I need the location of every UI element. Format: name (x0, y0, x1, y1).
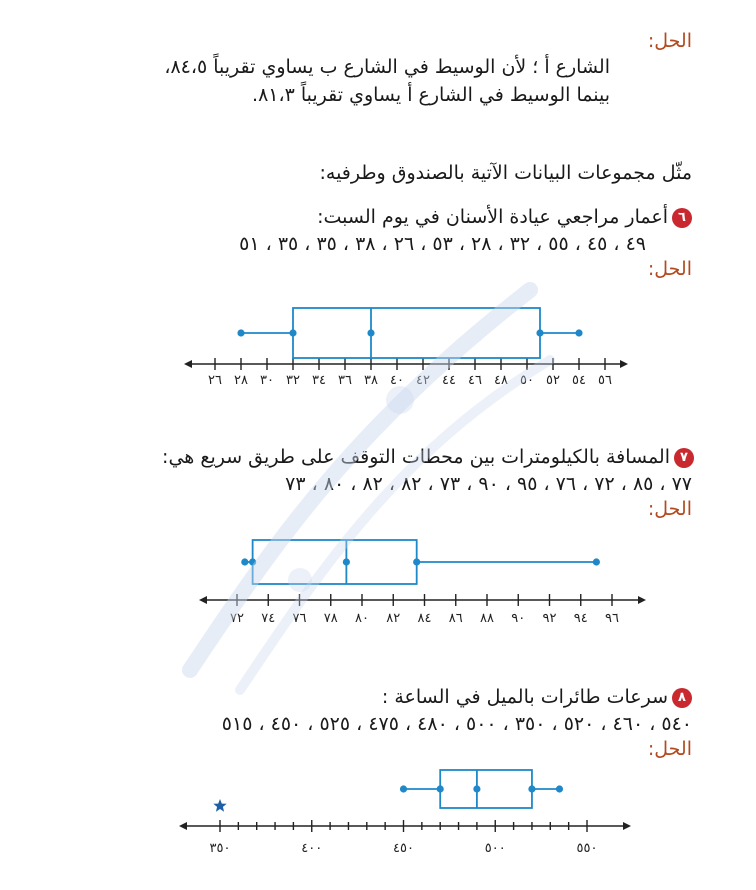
problem-7-data: ٧٧ ، ٨٥ ، ٧٢ ، ٧٦ ، ٩٥ ، ٩٠ ، ٧٣ ، ٨٢ ، ٨٢ ، ٨٠ ، ٧٣ (285, 473, 692, 495)
point-min (241, 558, 248, 565)
point-max (575, 329, 582, 336)
tick-label: ٧٤ (261, 611, 276, 626)
problem-number-badge: ٨ (672, 688, 692, 708)
point-median (367, 329, 374, 336)
tick-label: ٤٤ (442, 373, 456, 388)
point-q1 (249, 558, 256, 565)
tick-label: ٩٦ (605, 611, 619, 626)
top-solution-line-2: بينما الوسيط في الشارع أ يساوي تقريباً ٨١،٣. (252, 84, 610, 106)
problem-6-title-text: أعمار مراجعي عيادة الأسنان في يوم السبت: (317, 206, 668, 228)
problem-8-data: ٥٤٠ ، ٤٦٠ ، ٥٢٠ ، ٣٥٠ ، ٥٠٠ ، ٤٨٠ ، ٤٧٥ ، ٥٢٥ ، ٤٥٠ ، ٥١٥ (221, 713, 692, 735)
point-q3 (536, 329, 543, 336)
tick-label: ٣٢ (286, 373, 300, 388)
problem-7-solution-label: الحل: (647, 498, 692, 520)
box-iqr (440, 770, 532, 808)
problem-8-solution-label: الحل: (647, 738, 692, 760)
tick-label: ٢٨ (234, 373, 248, 388)
axis-arrow-left (199, 596, 207, 604)
problem-8-title-text: سرعات طائرات بالميل في الساعة : (381, 686, 668, 708)
point-q1 (289, 329, 296, 336)
boxplot-7 (0, 530, 756, 640)
axis-arrow-right (623, 822, 631, 830)
axis-arrow-right (638, 596, 646, 604)
boxplot-8 (0, 760, 756, 870)
tick-label: ٢٦ (208, 373, 222, 388)
tick-label: ٣٠ (260, 373, 274, 388)
point-min (400, 785, 407, 792)
tick-label: ٣٥٠ (209, 841, 231, 856)
tick-label: ٤٥٠ (393, 841, 414, 856)
box-iqr (293, 308, 540, 358)
tick-label: ٥٠٠ (484, 841, 506, 856)
problem-8-title (382, 684, 692, 710)
problem-6-solution-label: الحل: (647, 258, 692, 280)
problem-7-title-text: المسافة بالكيلومترات بين محطات التوقف على طريق سريع هي: (162, 446, 670, 468)
tick-label: ٧٦ (292, 611, 307, 626)
point-q1 (437, 785, 444, 792)
tick-label: ٤٢ (416, 373, 430, 388)
tick-label: ٥٤ (572, 373, 586, 388)
box-iqr (253, 540, 417, 584)
point-median (343, 558, 350, 565)
tick-label: ٩٤ (573, 611, 588, 626)
point-max (556, 785, 563, 792)
tick-label: ٣٨ (364, 373, 378, 388)
tick-label: ٨٤ (417, 611, 432, 626)
point-median (473, 785, 480, 792)
tick-label: ٩٢ (542, 611, 557, 626)
problem-7-title (162, 444, 694, 470)
problem-number-badge: ٦ (672, 208, 692, 228)
point-max (593, 558, 600, 565)
tick-label: ٤٠٠ (301, 841, 323, 856)
top-solution-label: الحل: (647, 30, 692, 52)
tick-label: ٥٦ (598, 373, 612, 388)
tick-label: ٣٦ (338, 373, 352, 388)
instruction-text: مثّل مجموعات البيانات الآتية بالصندوق وطرفيه: (319, 162, 692, 184)
outlier-star (213, 799, 226, 812)
problem-6-data: ٤٩ ، ٤٥ ، ٥٥ ، ٣٢ ، ٢٨ ، ٥٣ ، ٢٦ ، ٣٨ ، ٣٥ ، ٣٥ ، ٥١ (239, 233, 646, 255)
tick-label: ٣٤ (312, 373, 326, 388)
tick-label: ٧٨ (323, 611, 338, 626)
tick-label: ٥٠ (520, 373, 534, 388)
problem-number-badge: ٧ (674, 448, 694, 468)
tick-label: ٨٨ (480, 611, 494, 626)
tick-label: ٩٠ (511, 611, 526, 626)
tick-label: ٤٠ (390, 373, 404, 388)
tick-label: ٤٨ (494, 373, 508, 388)
axis-arrow-left (179, 822, 187, 830)
axis-arrow-right (620, 360, 628, 368)
tick-label: ٤٦ (468, 373, 482, 388)
tick-label: ٨٦ (448, 611, 463, 626)
top-solution-line-1: الشارع أ ؛ لأن الوسيط في الشارع ب يساوي تقريباً ٨٤،٥، (164, 56, 610, 78)
point-min (237, 329, 244, 336)
tick-label: ٨٢ (386, 611, 401, 626)
tick-label: ٥٢ (546, 373, 560, 388)
axis-arrow-left (184, 360, 192, 368)
problem-6-title (317, 204, 692, 230)
boxplot-6 (0, 290, 756, 400)
tick-label: ٥٥٠ (576, 841, 598, 856)
point-q3 (413, 558, 420, 565)
point-q3 (528, 785, 535, 792)
tick-label: ٧٢ (230, 611, 244, 626)
tick-label: ٨٠ (355, 611, 369, 626)
